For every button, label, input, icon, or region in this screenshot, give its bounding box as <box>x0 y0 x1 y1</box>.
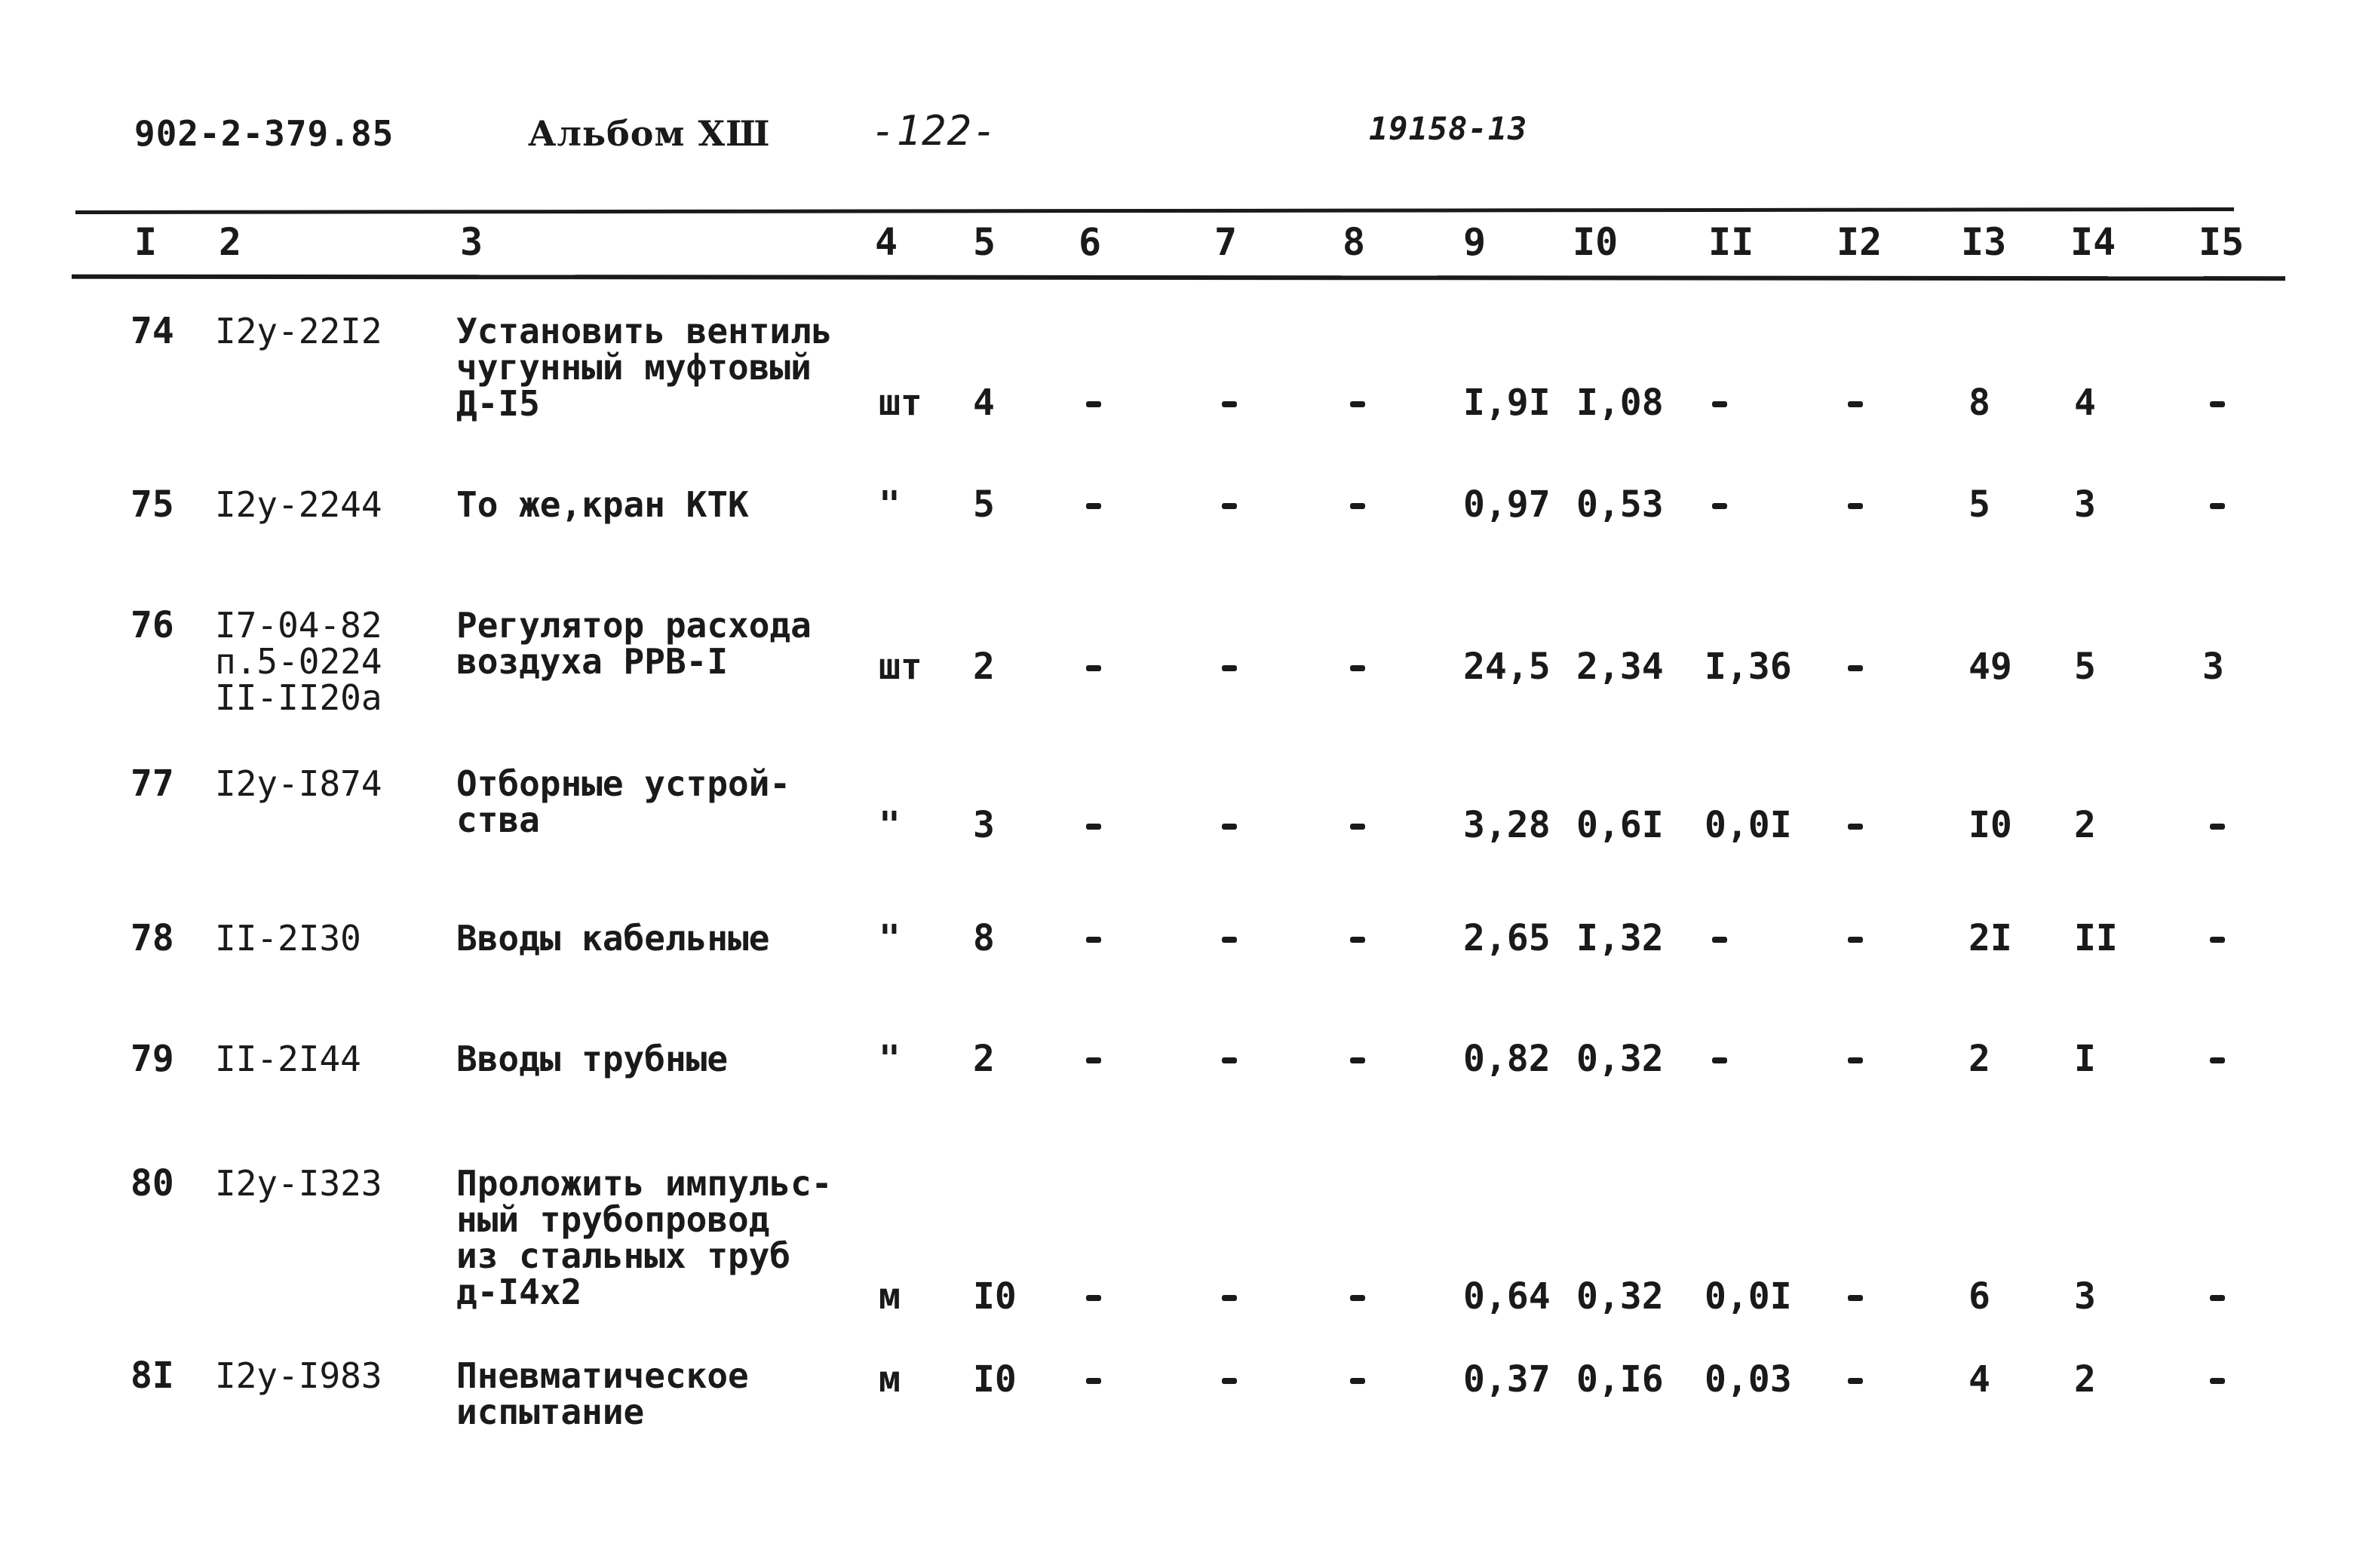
row-c12 <box>1848 1378 1863 1384</box>
row-c11: 0,0I <box>1705 1275 1792 1318</box>
row-unit: " <box>879 804 901 846</box>
row-c7 <box>1222 503 1237 509</box>
row-unit: " <box>879 917 901 959</box>
row-c10: 0,32 <box>1576 1038 1664 1080</box>
column-number: I3 <box>1961 220 2007 264</box>
row-c12 <box>1848 937 1863 943</box>
row-c14: 4 <box>2074 382 2096 424</box>
row-c15 <box>2210 824 2225 830</box>
row-c8 <box>1350 665 1365 671</box>
row-c8 <box>1350 824 1365 830</box>
row-c7 <box>1222 937 1237 943</box>
row-number: 76 <box>130 604 174 646</box>
row-c12 <box>1848 503 1863 509</box>
row-quantity: 5 <box>973 483 995 526</box>
row-c6 <box>1086 1057 1101 1063</box>
column-number: 9 <box>1463 220 1487 264</box>
column-number: 3 <box>460 220 483 264</box>
row-c13: 8 <box>1969 382 1990 424</box>
row-c11 <box>1712 937 1727 943</box>
row-c9: 24,5 <box>1463 646 1551 688</box>
row-c11: I,36 <box>1705 646 1792 688</box>
row-quantity: 3 <box>973 804 995 846</box>
row-c11: 0,03 <box>1705 1358 1792 1401</box>
row-c13: 49 <box>1969 646 2012 688</box>
row-c10: I,32 <box>1576 917 1664 959</box>
row-quantity: I0 <box>973 1275 1017 1318</box>
row-c14: II <box>2074 917 2118 959</box>
row-c8 <box>1350 1295 1365 1301</box>
row-c15 <box>2210 503 2225 509</box>
row-c10: 2,34 <box>1576 646 1664 688</box>
row-c15 <box>2210 1057 2225 1063</box>
row-c12 <box>1848 1057 1863 1063</box>
album-label: Альбом XШ <box>528 113 771 154</box>
row-c7 <box>1222 824 1237 830</box>
row-c7 <box>1222 1057 1237 1063</box>
row-c13: I0 <box>1969 804 2012 846</box>
row-description: Отборные устрой- ства <box>456 763 791 840</box>
row-c8 <box>1350 401 1365 407</box>
row-c6 <box>1086 824 1101 830</box>
row-c13: 6 <box>1969 1275 1990 1318</box>
row-c15 <box>2210 1378 2225 1384</box>
row-unit: шт <box>879 382 922 424</box>
row-c6 <box>1086 401 1101 407</box>
row-c14: I <box>2074 1038 2096 1080</box>
row-c7 <box>1222 1295 1237 1301</box>
row-c7 <box>1222 401 1237 407</box>
column-number: I5 <box>2199 220 2245 264</box>
page-number: -122- <box>871 107 998 155</box>
row-c8 <box>1350 1057 1365 1063</box>
row-c15 <box>2210 1295 2225 1301</box>
row-description: То же,кран КТК <box>456 484 749 525</box>
row-c12 <box>1848 665 1863 671</box>
row-code: I2у-I323 <box>215 1163 382 1204</box>
row-unit: " <box>879 1038 901 1080</box>
row-quantity: 2 <box>973 1038 995 1080</box>
row-c15 <box>2210 401 2225 407</box>
row-unit: " <box>879 483 901 526</box>
row-quantity: 4 <box>973 382 995 424</box>
row-c13: 2I <box>1969 917 2012 959</box>
row-unit: м <box>879 1275 901 1318</box>
row-c13: 5 <box>1969 483 1990 526</box>
row-number: 8I <box>130 1355 174 1397</box>
row-c9: 2,65 <box>1463 917 1551 959</box>
row-quantity: I0 <box>973 1358 1017 1401</box>
sheet-number: 19158-13 <box>1369 110 1528 147</box>
row-c12 <box>1848 1295 1863 1301</box>
column-number: I4 <box>2070 220 2116 264</box>
row-c6 <box>1086 503 1101 509</box>
row-c6 <box>1086 1295 1101 1301</box>
column-number: I <box>134 220 158 264</box>
row-quantity: 2 <box>973 646 995 688</box>
row-code: I7-04-82 п.5-0224 II-II20а <box>215 605 382 718</box>
row-c11 <box>1712 1057 1727 1063</box>
column-number: 7 <box>1214 220 1238 264</box>
row-c13: 4 <box>1969 1358 1990 1401</box>
row-c14: 5 <box>2074 646 2096 688</box>
column-number: 4 <box>875 220 898 264</box>
row-c14: 3 <box>2074 1275 2096 1318</box>
row-c11 <box>1712 503 1727 509</box>
row-c10: I,08 <box>1576 382 1664 424</box>
row-c8 <box>1350 1378 1365 1384</box>
row-description: Проложить импульс- ный трубопровод из стальных труб д-I4х2 <box>456 1163 833 1312</box>
row-c10: 0,I6 <box>1576 1358 1664 1401</box>
row-code: I2у-I874 <box>215 763 382 804</box>
row-description: Вводы трубные <box>456 1039 729 1079</box>
row-c11 <box>1712 401 1727 407</box>
row-c10: 0,32 <box>1576 1275 1664 1318</box>
row-number: 77 <box>130 763 174 805</box>
row-c6 <box>1086 665 1101 671</box>
row-c13: 2 <box>1969 1038 1990 1080</box>
column-number: I2 <box>1837 220 1883 264</box>
row-c12 <box>1848 401 1863 407</box>
column-number: 8 <box>1343 220 1366 264</box>
row-number: 75 <box>130 483 174 526</box>
row-c6 <box>1086 937 1101 943</box>
column-number: 6 <box>1079 220 1102 264</box>
row-c15: 3 <box>2202 646 2224 688</box>
row-c14: 2 <box>2074 804 2096 846</box>
column-number: II <box>1708 220 1754 264</box>
row-c9: 0,37 <box>1463 1358 1551 1401</box>
row-unit: шт <box>879 646 922 688</box>
row-code: I2у-2244 <box>215 484 382 525</box>
row-number: 80 <box>130 1162 174 1204</box>
row-c14: 2 <box>2074 1358 2096 1401</box>
row-c10: 0,6I <box>1576 804 1664 846</box>
row-c8 <box>1350 937 1365 943</box>
row-c9: I,9I <box>1463 382 1551 424</box>
row-code: II-2I30 <box>215 918 361 959</box>
doc-code: 902-2-379.85 <box>134 113 394 154</box>
row-c7 <box>1222 1378 1237 1384</box>
table-header-rule <box>72 275 2285 281</box>
row-number: 74 <box>130 310 174 352</box>
row-c9: 0,97 <box>1463 483 1551 526</box>
row-c6 <box>1086 1378 1101 1384</box>
row-code: II-2I44 <box>215 1039 361 1079</box>
row-number: 78 <box>130 917 174 959</box>
row-c11: 0,0I <box>1705 804 1792 846</box>
table-top-rule <box>75 207 2234 214</box>
row-quantity: 8 <box>973 917 995 959</box>
row-description: Пневматическое испытание <box>456 1355 749 1432</box>
row-c10: 0,53 <box>1576 483 1664 526</box>
row-description: Вводы кабельные <box>456 918 770 959</box>
row-c9: 0,64 <box>1463 1275 1551 1318</box>
row-code: I2у-I983 <box>215 1355 382 1396</box>
row-unit: м <box>879 1358 901 1401</box>
column-number: 2 <box>219 220 242 264</box>
row-c12 <box>1848 824 1863 830</box>
row-c9: 0,82 <box>1463 1038 1551 1080</box>
row-description: Установить вентиль чугунный муфтовый Д-I5 <box>456 311 833 424</box>
row-c7 <box>1222 665 1237 671</box>
column-number: I0 <box>1573 220 1619 264</box>
row-c8 <box>1350 503 1365 509</box>
row-c9: 3,28 <box>1463 804 1551 846</box>
row-number: 79 <box>130 1038 174 1080</box>
row-c14: 3 <box>2074 483 2096 526</box>
row-code: I2у-22I2 <box>215 311 382 351</box>
column-number: 5 <box>973 220 996 264</box>
row-description: Регулятор расхода воздуха РРВ-I <box>456 605 812 682</box>
row-c15 <box>2210 937 2225 943</box>
